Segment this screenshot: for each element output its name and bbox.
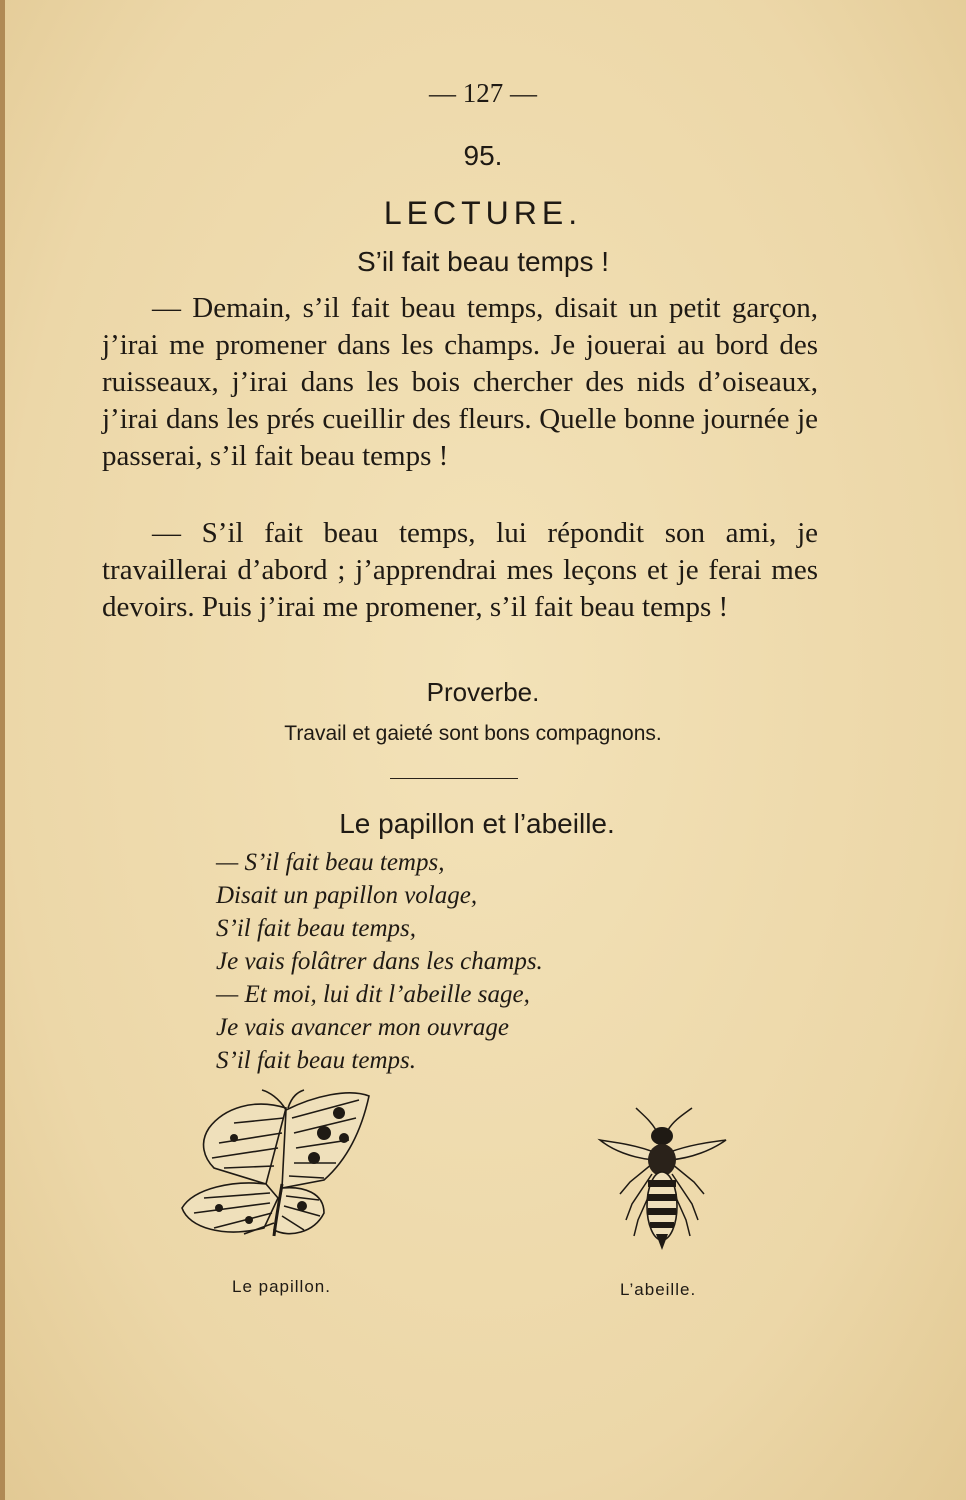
proverb-heading: Proverbe. bbox=[426, 677, 540, 707]
poem-line: Je vais folâtrer dans les champs. bbox=[216, 948, 543, 975]
poem-line: Je vais avancer mon ouvrage bbox=[216, 1014, 509, 1041]
section-divider bbox=[390, 778, 518, 779]
butterfly-illustration bbox=[174, 1088, 374, 1248]
poem-line: S’il fait beau temps. bbox=[216, 1047, 416, 1074]
proverb-text: Travail et gaieté sont bons compagnons. bbox=[284, 722, 662, 745]
poem bbox=[216, 846, 543, 1077]
poem-title: Le papillon et l’abeille. bbox=[339, 808, 615, 839]
poem-line: Disait un papillon volage, bbox=[216, 882, 478, 909]
section-heading: LECTURE. bbox=[383, 195, 583, 231]
butterfly-caption: Le papillon. bbox=[232, 1277, 331, 1296]
reading-title: S’il fait beau temps ! bbox=[356, 246, 610, 277]
bee-illustration bbox=[592, 1102, 732, 1254]
poem-line: S’il fait beau temps, bbox=[216, 915, 416, 942]
paragraph: — S’il fait beau temps, lui répondit son ami, je travaillerai d’abord ; j’apprendrai mes leçons et je ferai mes devoirs. Puis j’irai me promener, s’il fait beau temps ! bbox=[102, 517, 818, 623]
lesson-number: 95. bbox=[463, 140, 503, 171]
page-number: — 127 — bbox=[429, 78, 537, 108]
paragraph: — Demain, s’il fait beau temps, disait un petit garçon, j’irai me promener dans les champs. Je jouerai au bord des ruisseaux, j’irai dans les bois chercher des nids d’oiseaux, j’irai dans les prés cueillir des fleurs. Quelle bonne journée je passerai, s’il fait beau temps ! bbox=[102, 292, 818, 472]
bee-caption: L’abeille. bbox=[620, 1280, 697, 1299]
poem-line: — Et moi, lui dit l’abeille sage, bbox=[216, 981, 530, 1008]
poem-line: — S’il fait beau temps, bbox=[216, 849, 445, 876]
